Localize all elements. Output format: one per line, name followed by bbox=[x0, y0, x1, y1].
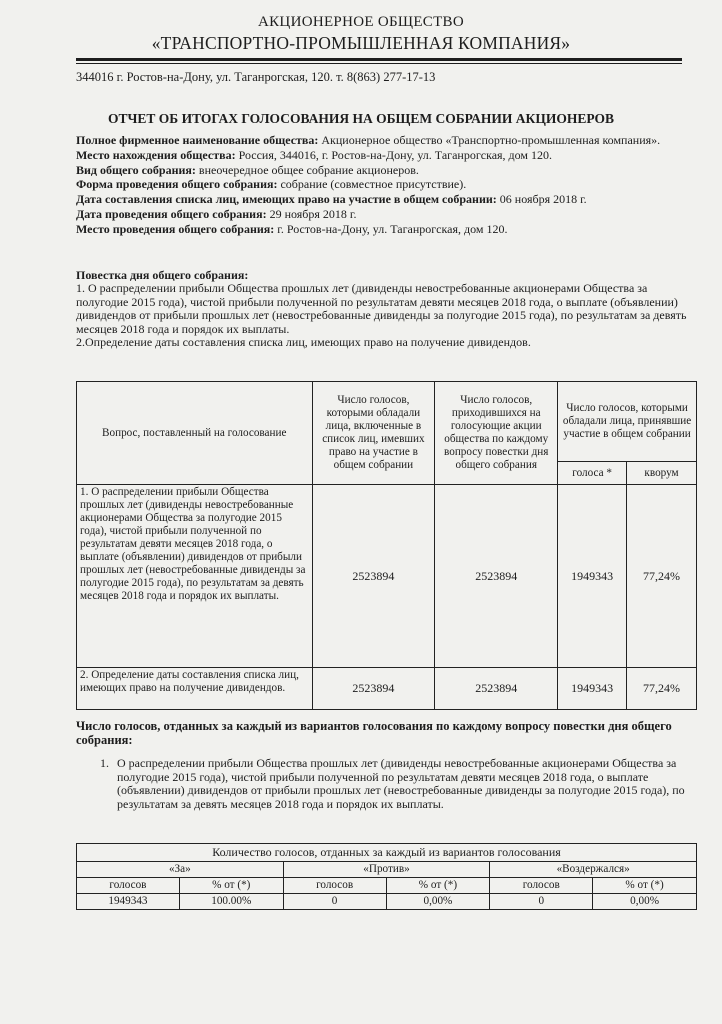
against-percent: 0,00% bbox=[386, 894, 490, 910]
row-votes-in-list: 2523894 bbox=[312, 485, 435, 668]
info-label: Форма проведения общего собрания: bbox=[76, 177, 278, 192]
info-label: Место нахождения общества: bbox=[76, 147, 236, 162]
company-name: «ТРАНСПОРТНО-ПРОМЫШЛЕННАЯ КОМПАНИЯ» bbox=[151, 33, 571, 53]
info-label: Вид общего собрания: bbox=[76, 162, 196, 177]
votes-section-title: Число голосов, отданных за каждый из вариантов голосования по каждому вопросу повестки дня общего собрания: bbox=[76, 719, 672, 747]
header-quorum: кворум bbox=[627, 462, 697, 485]
col-percent: % от (*) bbox=[386, 878, 490, 894]
col-votes: голосов bbox=[283, 878, 386, 894]
company-type: АКЦИОНЕРНОЕ ОБЩЕСТВО bbox=[258, 14, 464, 30]
info-list-date bbox=[76, 192, 688, 207]
against-votes: 0 bbox=[283, 894, 386, 910]
header-votes-in-list: Число голосов, которыми обладали лица, включенные в список лиц, имевших право на участие в общем собрании bbox=[312, 382, 435, 485]
row-question: 1. О распределении прибыли Общества прошлых лет (дивиденды невостребованные акционерами Общества за полугодие 2015 года), чистой прибыли полученной по результатам девяти месяцев 2018 года, о выплате (объявлении) дивидендов от прибыли прошлых лет (невостребованные дивиденды за полугодие 2015 года), по результатам за девять месяцев 2018 года и порядок их выплаты. bbox=[77, 485, 313, 668]
info-label: Дата проведения общего собрания: bbox=[76, 206, 267, 221]
col-percent: % от (*) bbox=[593, 878, 697, 894]
table-row bbox=[77, 894, 697, 910]
header-votes-on-shares: Число голосов, приходившихся на голосующие акции общества по каждому вопросу повестки дня общего собрания bbox=[435, 382, 558, 485]
info-value: внеочередное общее собрание акционеров. bbox=[195, 162, 419, 177]
agenda-heading: Повестка дня общего собрания: bbox=[76, 268, 249, 282]
option-for: «За» bbox=[77, 862, 284, 878]
header-votes-participating: Число голосов, которыми обладали лица, принявшие участие в общем собрании bbox=[558, 382, 697, 462]
for-percent: 100.00% bbox=[179, 894, 283, 910]
header-question: Вопрос, поставленный на голосование bbox=[77, 382, 313, 485]
option-abstain: «Воздержался» bbox=[490, 862, 697, 878]
agenda-item: 2.Определение даты составления списка лиц, имеющих право на получение дивидендов. bbox=[76, 335, 531, 350]
report-title: ОТЧЕТ ОБ ИТОГАХ ГОЛОСОВАНИЯ НА ОБЩЕМ СОБРАНИИ АКЦИОНЕРОВ bbox=[107, 111, 615, 126]
header-rule-thin bbox=[76, 63, 682, 64]
info-meeting-type bbox=[76, 163, 688, 178]
agenda-item: 1. О распределении прибыли Общества прошлых лет (дивиденды невостребованные акционерами Общества за полугодие 2015 года), чистой прибыли полученной по результатам девяти месяцев 2018 года, о выплате (объявлении) дивидендов от прибыли прошлых лет (невостребованные дивиденды за полугодие 2015 года), по результатам за девять месяцев 2018 года и порядок их выплаты. bbox=[76, 281, 687, 336]
col-votes: голосов bbox=[490, 878, 593, 894]
for-votes: 1949343 bbox=[77, 894, 180, 910]
abstain-votes: 0 bbox=[490, 894, 593, 910]
row-votes-on-shares: 2523894 bbox=[435, 485, 558, 668]
votes-table-caption: Количество голосов, отданных за каждый из вариантов голосования bbox=[77, 844, 697, 862]
votes-table bbox=[76, 843, 697, 910]
info-label: Место проведения общего собрания: bbox=[76, 221, 275, 236]
info-meeting-place bbox=[76, 222, 688, 237]
row-votes-in-list: 2523894 bbox=[312, 668, 435, 710]
abstain-percent: 0,00% bbox=[593, 894, 697, 910]
row-quorum: 77,24% bbox=[627, 668, 697, 710]
info-meeting-form bbox=[76, 177, 688, 192]
info-location bbox=[76, 148, 688, 163]
table-row bbox=[77, 668, 697, 710]
company-address: 344016 г. Ростов-на-Дону, ул. Таганрогская, 120. т. 8(863) 277-17-13 bbox=[76, 70, 436, 84]
info-value: г. Ростов-на-Дону, ул. Таганрогская, дом 120. bbox=[274, 221, 508, 236]
agenda bbox=[76, 269, 696, 349]
row-votes: 1949343 bbox=[558, 668, 627, 710]
col-votes: голосов bbox=[77, 878, 180, 894]
row-votes: 1949343 bbox=[558, 485, 627, 668]
results-table bbox=[76, 381, 697, 710]
info-value: 06 ноября 2018 г. bbox=[496, 192, 587, 207]
col-percent: % от (*) bbox=[179, 878, 283, 894]
info-meeting-date bbox=[76, 207, 688, 222]
row-quorum: 77,24% bbox=[627, 485, 697, 668]
item-text: О распределении прибыли Общества прошлых лет (дивиденды невостребованные акционерами Общества за полугодие 2015 года), чистой прибыли полученной по результатам девяти месяцев 2018 года, о выплате (объявлении) дивидендов от прибыли прошлых лет (невостребованные дивиденды за полугодие 2015 года), по результатам за девять месяцев 2018 года и порядок их выплаты. bbox=[117, 756, 685, 811]
option-against: «Против» bbox=[283, 862, 490, 878]
info-label: Дата составления списка лиц, имеющих право на участие в общем собрании: bbox=[76, 192, 497, 207]
row-question: 2. Определение даты составления списка лиц, имеющих право на получение дивидендов. bbox=[77, 668, 313, 710]
info-label: Полное фирменное наименование общества: bbox=[76, 133, 319, 147]
info-value: собрание (совместное присутствие). bbox=[277, 177, 467, 192]
info-value: Россия, 344016, г. Ростов-на-Дону, ул. Таганрогская, дом 120. bbox=[235, 147, 553, 162]
table-row bbox=[77, 485, 697, 668]
item-number: 1. bbox=[100, 756, 109, 770]
row-votes-on-shares: 2523894 bbox=[435, 668, 558, 710]
header-votes: голоса * bbox=[558, 462, 627, 485]
header-rule-thick bbox=[76, 58, 682, 61]
company-info bbox=[76, 133, 688, 237]
info-value: Акционерное общество «Транспортно-промышленная компания». bbox=[318, 133, 661, 147]
info-full-name bbox=[76, 133, 688, 148]
info-value: 29 ноября 2018 г. bbox=[266, 206, 357, 221]
